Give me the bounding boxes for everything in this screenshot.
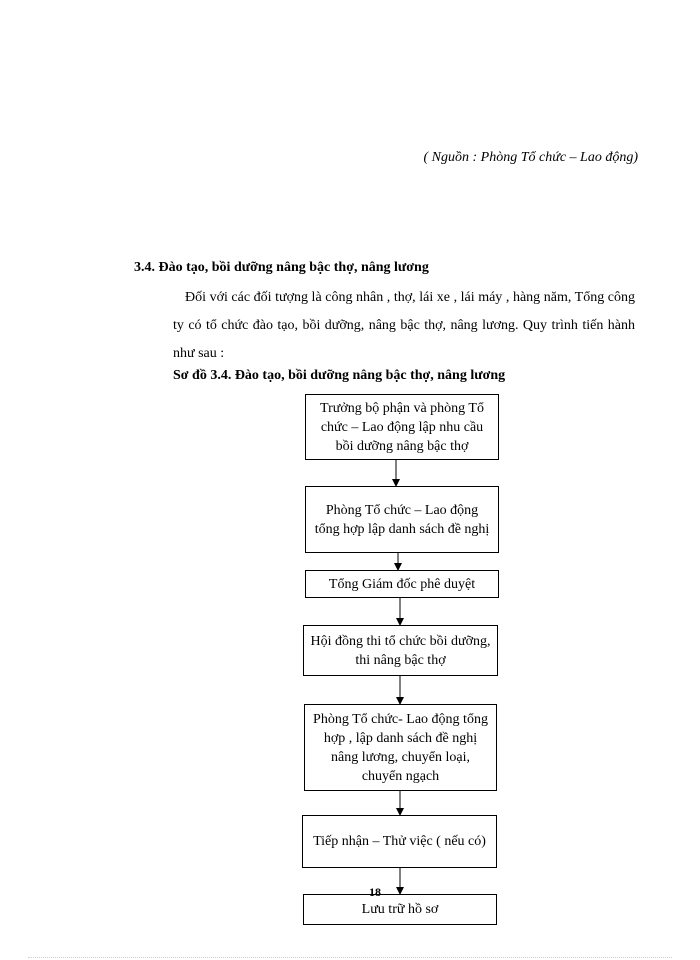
- flow-step-3: [305, 570, 499, 598]
- flow-step-3-text: Tổng Giám đốc phê duyệt: [328, 576, 476, 592]
- page-bottom-divider: [28, 957, 672, 958]
- flow-step-6-text: Tiếp nhận – Thử việc ( nếu có): [313, 834, 486, 849]
- diagram-title: Sơ đồ 3.4. Đào tạo, bồi dưỡng nâng bậc thợ, nâng lương: [173, 368, 506, 383]
- flow-step-4: [303, 625, 498, 676]
- page-number: 18: [369, 885, 381, 899]
- section-heading: 3.4. Đào tạo, bồi dưỡng nâng bậc thợ, nâng lương: [134, 260, 429, 275]
- source-note: ( Nguồn : Phòng Tổ chức – Lao động): [423, 150, 638, 165]
- flow-step-2: [305, 486, 499, 553]
- flow-step-7: [303, 894, 497, 925]
- flow-step-4-text: Hội đồng thi tổ chức bồi dưỡng, thi nâng bậc thợ: [310, 633, 491, 668]
- flow-step-5: [304, 704, 497, 791]
- flow-step-1: [305, 394, 499, 460]
- intro-paragraph: Đối với các đối tượng là công nhân , thợ, lái xe , lái máy , hàng năm, Tổng công ty có tổ chức đào tạo, bồi dưỡng, nâng bậc thợ, nâng lương. Quy trình tiến hành như sau :: [173, 290, 635, 361]
- flow-step-5-text: Phòng Tổ chức- Lao động tổng hợp , lập danh sách đề nghị nâng lương, chuyển loại, chuyển ngạch: [313, 711, 488, 784]
- flow-step-2-text: Phòng Tổ chức – Lao động tổng hợp lập danh sách đề nghị: [314, 502, 490, 537]
- flow-step-6: [302, 815, 497, 868]
- flow-step-1-text: Trưởng bộ phận và phòng Tổ chức – Lao động lập nhu cầu bồi dưỡng nâng bậc thợ: [320, 400, 484, 454]
- flow-step-7-text: Lưu trữ hồ sơ: [361, 902, 439, 917]
